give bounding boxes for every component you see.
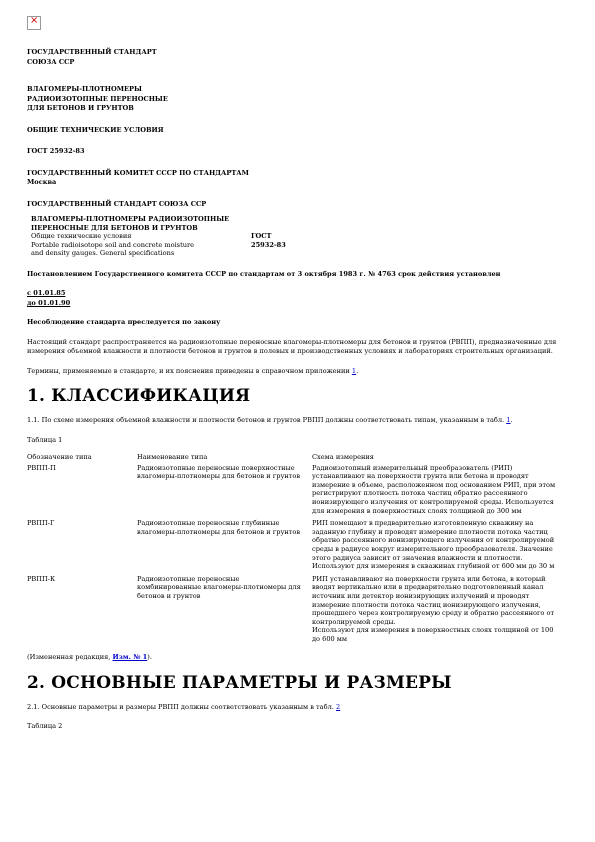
gost-label: ГОСТ [251, 232, 272, 240]
committee-name: ГОСУДАРСТВЕННЫЙ КОМИТЕТ СССР ПО СТАНДАРТАМ [27, 168, 249, 177]
cell-scheme: Радиоизотопный измерительный преобразователь (РИП) устанавливают на поверхности грунта или бетона и проводят измерение в объеме, расположенном под основанием РИП, при этом регистрируют плотность потока частиц обратно рассеянного ионизирующего излучения от контролируемой среды. Используется для измерения в поверхностных слоях толщиной до 300 мм [312, 463, 556, 515]
cell-scheme: РИП помещают в предварительно изготовленную скважину на заданную глубину и проводят измерение плотности потока частиц обратно рассеянного ионизирующего излучения от контролируемой среды в радиусе вокруг измерительного преобразователя. Значение этого радиуса зависит от значения влажности и плотности. Используют для измерения в скважинах глубиной от 600 мм до 30 м [312, 519, 555, 571]
header-type-name: Наименование типа [137, 453, 208, 461]
cell-type-name: Радиоизотопные переносные поверхностные влагомеры-плотномеры для бетонов и грунтов [137, 463, 301, 481]
section-1-paragraph [27, 416, 557, 426]
title-line-2: РАДИОИЗОТОПНЫЕ ПЕРЕНОСНЫЕ [27, 94, 168, 103]
date-from: с 01.01.85 [27, 289, 66, 297]
amendment-note [27, 653, 557, 663]
terms-end: . [356, 366, 359, 375]
table-header-row [27, 453, 557, 464]
table-row [27, 464, 557, 520]
amendment-text: (Измененная редакция, [27, 653, 113, 662]
en-title-line-2: and density gauges. General specifications [31, 249, 175, 257]
cell-type-name: Радиоизотопные переносные глубинные влагомеры-плотномеры для бетонов и грунтов [137, 519, 301, 536]
validity-dates [27, 289, 557, 308]
intro-paragraph: Настоящий стандарт распространяется на радиоизотопные переносные влагомеры-плотномеры для бетонов и грунтов (РВПП), предназначенные для измерения объемной влажности и плотности бетонов и грунтов в полевых и производственных условиях и лабораториях строительных организаций. [27, 337, 557, 355]
section-1-heading: 1. КЛАССИФИКАЦИЯ [27, 386, 251, 406]
table-1-caption: Таблица 1 [27, 435, 63, 444]
header-scheme: Схема измерения [312, 453, 374, 461]
cell-type-code: РВПП-Г [27, 519, 55, 528]
section-2-text: 2.1. Основные параметры и размеры РВПП должны соответствовать указанным в табл. [27, 702, 336, 711]
table-row [27, 519, 557, 575]
table-2-caption: Таблица 2 [27, 722, 63, 731]
cell-type-name: Радиоизотопные переносные комбинированные влагомеры-плотномеры для бетонов и грунтов [137, 574, 301, 600]
date-to: до 01.01.90 [27, 298, 71, 307]
title-block-table [31, 215, 431, 258]
table-2-link[interactable]: 2 [335, 702, 341, 711]
classification-table [27, 453, 557, 647]
title-line-1: ВЛАГОМЕРЫ-ПЛОТНОМЕРЫ [27, 85, 142, 93]
section-1-end: . [510, 416, 513, 424]
gost-code: 25932-83 [251, 240, 286, 249]
ru-title-line-2: ПЕРЕНОСНЫЕ ДЛЯ БЕТОНОВ И ГРУНТОВ [31, 223, 198, 232]
gost-number: ГОСТ 25932-83 [27, 147, 85, 155]
state-standard-heading [27, 48, 557, 67]
state-standard-line-1: ГОСУДАРСТВЕННЫЙ СТАНДАРТ [27, 48, 157, 56]
document-subtitle: ОБЩИЕ ТЕХНИЧЕСКИЕ УСЛОВИЯ [27, 125, 164, 134]
committee-block [27, 169, 557, 188]
amendment-1-link[interactable]: Изм. № 1 [112, 653, 148, 662]
title-line-3: ДЛЯ БЕТОНОВ И ГРУНТОВ [27, 104, 134, 112]
section-2-heading: 2. ОСНОВНЫЕ ПАРАМЕТРЫ И РАЗМЕРЫ [27, 672, 452, 693]
state-standard-line-2: СОЮЗА ССР [27, 57, 75, 66]
cell-type-code: РВПП-К [27, 574, 56, 583]
ru-subtitle: Общие технические условия [31, 232, 132, 240]
header-type-code: Обозначение типа [27, 453, 92, 461]
title-block-right [251, 215, 431, 258]
broken-image-icon [27, 16, 41, 30]
committee-city: Москва [27, 178, 57, 186]
terms-text: Термины, применяемые в стандарте, и их пояснения приведены в справочном приложении [27, 366, 352, 375]
document-title [27, 85, 557, 114]
cell-scheme: РИП устанавливают на поверхности грунта или бетона, в который вводят вертикально или в предварительно подготовленный канал источник или детектор ионизирующих излучений и проводят измерение плотности потока частиц ионизирующего излучения, прошедшего через контролируемую среду и обратно рассеянного от контролируемой среды. Используют для измерения в поверхностных слоях толщиной от 100 до 600 мм [312, 574, 555, 643]
amendment-end: ). [147, 653, 152, 662]
en-title-line-1: Portable radioisotope soil and concrete moisture [31, 240, 195, 249]
document-page [27, 16, 557, 742]
compliance-note: Несоблюдение стандарта преследуется по закону [27, 318, 221, 326]
state-standard-ussr: ГОСУДАРСТВЕННЫЙ СТАНДАРТ СОЮЗА ССР [27, 199, 207, 208]
terms-paragraph [27, 367, 557, 377]
cell-type-code: РВПП-П [27, 463, 56, 472]
ru-title-line-1: ВЛАГОМЕРЫ-ПЛОТНОМЕРЫ РАДИОИЗОТОПНЫЕ [31, 215, 230, 223]
section-2-paragraph [27, 703, 557, 713]
appendix-1-link[interactable]: 1 [351, 366, 357, 375]
decree-text: Постановлением Государственного комитета СССР по стандартам от 3 октября 1983 г. № 4763 срок действия установлен [27, 269, 501, 278]
section-1-text: 1.1. По схеме измерения объемной влажности и плотности бетонов и грунтов РВПП должны соответствовать типам, указанным в табл. [27, 416, 507, 424]
table-row [27, 575, 557, 648]
title-block-left [31, 215, 251, 258]
table-1-link[interactable]: 1 [506, 416, 511, 424]
